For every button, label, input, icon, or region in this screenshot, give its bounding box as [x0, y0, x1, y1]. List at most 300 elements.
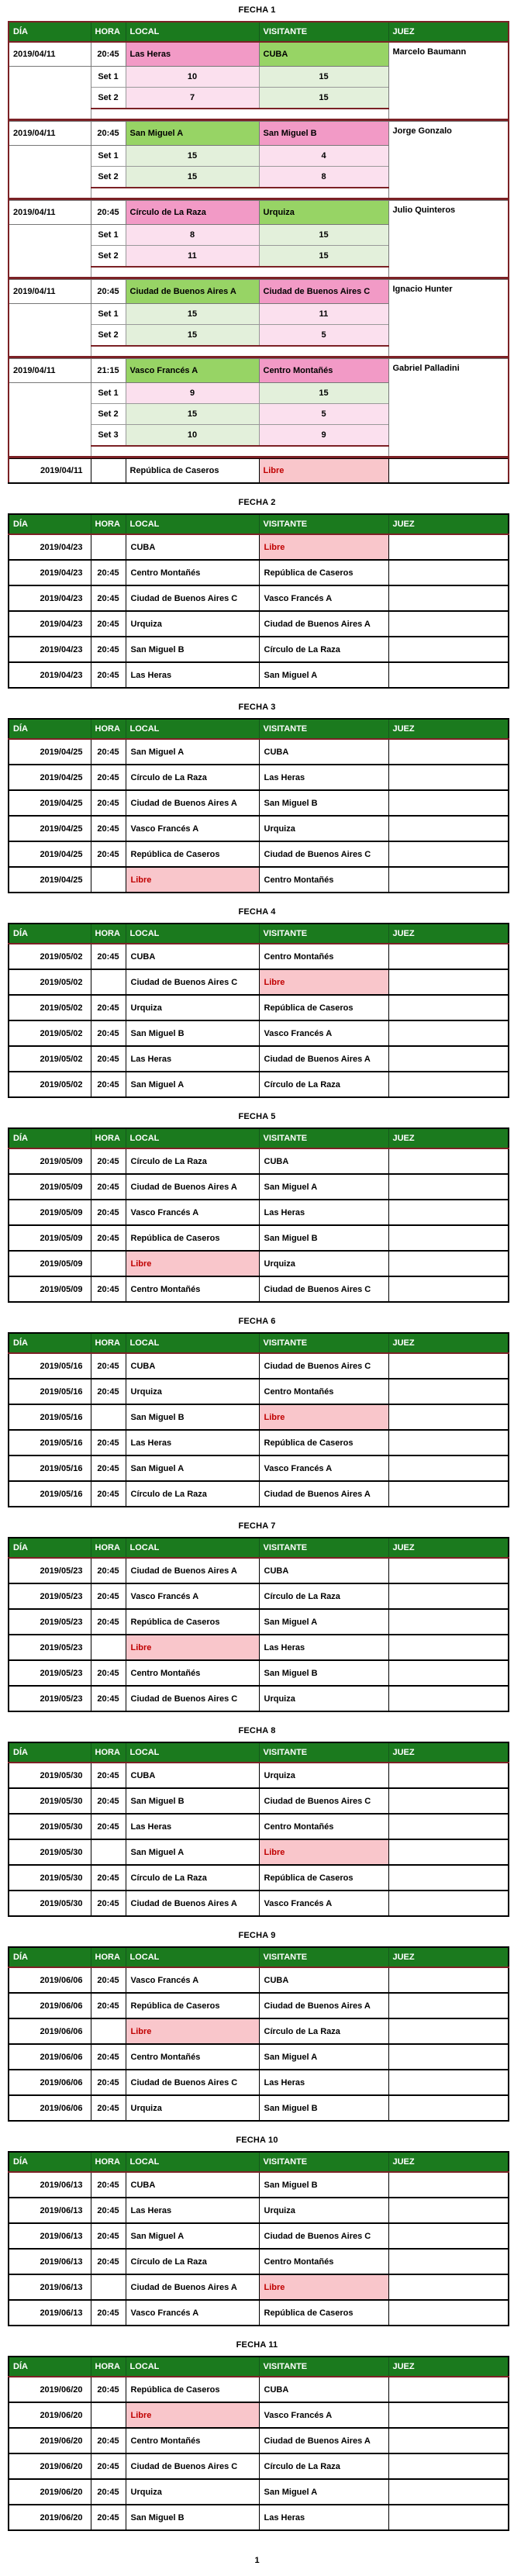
judge-name — [388, 534, 509, 560]
local-team: Ciudad de Buenos Aires C — [126, 2070, 259, 2095]
visitante-team: Vasco Francés A — [259, 1020, 388, 1046]
fixture-row — [9, 2018, 509, 2044]
judge-name: Julio Quinteros — [388, 201, 509, 278]
column-header: VISITANTE — [259, 1742, 388, 1763]
match-time: 20:45 — [91, 637, 126, 662]
column-header: DÍA — [9, 22, 91, 42]
match-time — [91, 459, 126, 484]
fixture-row — [9, 662, 509, 688]
libre-cell: Libre — [126, 2018, 259, 2044]
fecha-section — [0, 1726, 514, 1917]
match-time — [91, 1404, 126, 1430]
fixture-row — [9, 816, 509, 841]
fixture-table — [8, 21, 509, 484]
column-header: JUEZ — [388, 514, 509, 534]
match-date: 2019/05/16 — [9, 1455, 91, 1481]
judge-name — [388, 1814, 509, 1839]
visitante-team: Círculo de La Raza — [259, 1583, 388, 1609]
empty-cell — [9, 146, 91, 167]
visitante-team: CUBA — [259, 739, 388, 765]
match-date: 2019/06/20 — [9, 2402, 91, 2428]
fixture-row — [9, 1174, 509, 1200]
column-header: LOCAL — [126, 22, 259, 42]
match-date: 2019/05/02 — [9, 969, 91, 995]
fecha-title: FECHA 3 — [238, 703, 276, 712]
fixture-row — [9, 1993, 509, 2018]
fixture-table — [8, 1127, 509, 1303]
set-label: Set 2 — [91, 88, 126, 109]
local-team: Círculo de La Raza — [126, 1148, 259, 1174]
visitante-set-score: 8 — [259, 167, 388, 188]
judge-name — [388, 585, 509, 611]
match-date: 2019/06/13 — [9, 2300, 91, 2326]
score-underline — [91, 188, 388, 199]
fecha-section — [0, 703, 514, 893]
fixture-row — [9, 2274, 509, 2300]
libre-cell: Libre — [259, 2274, 388, 2300]
fixture-row — [9, 1865, 509, 1891]
judge-name — [388, 1430, 509, 1455]
header-row — [9, 1742, 509, 1763]
column-header: JUEZ — [388, 22, 509, 42]
set-label: Set 2 — [91, 325, 126, 347]
header-row — [9, 1333, 509, 1353]
visitante-team: Ciudad de Buenos Aires A — [259, 1993, 388, 2018]
visitante-team: CUBA — [259, 1558, 388, 1583]
match-date: 2019/05/16 — [9, 1481, 91, 1507]
match-time: 20:45 — [91, 1660, 126, 1686]
column-header: LOCAL — [126, 924, 259, 944]
empty-cell — [9, 383, 91, 404]
match-date: 2019/04/23 — [9, 611, 91, 637]
local-team: Vasco Francés A — [126, 2300, 259, 2326]
match-time: 20:45 — [91, 2377, 126, 2402]
column-header: HORA — [91, 719, 126, 739]
judge-name — [388, 1788, 509, 1814]
match-time: 20:45 — [91, 1993, 126, 2018]
empty-cell — [9, 304, 91, 325]
libre-cell: Libre — [259, 534, 388, 560]
score-underline — [91, 109, 388, 120]
judge-name — [388, 1072, 509, 1097]
column-header: JUEZ — [388, 1128, 509, 1148]
column-header: HORA — [91, 22, 126, 42]
match-time: 20:45 — [91, 2479, 126, 2505]
fixture-row — [9, 2377, 509, 2402]
match-date: 2019/04/25 — [9, 790, 91, 816]
match-date: 2019/06/13 — [9, 2223, 91, 2249]
visitante-team: Ciudad de Buenos Aires A — [259, 2428, 388, 2453]
fecha-title: FECHA 10 — [236, 2136, 278, 2145]
match-date: 2019/06/06 — [9, 2095, 91, 2121]
match-date: 2019/04/23 — [9, 585, 91, 611]
match-date: 2019/05/02 — [9, 1072, 91, 1097]
visitante-team: República de Caseros — [259, 1430, 388, 1455]
column-header: HORA — [91, 1128, 126, 1148]
visitante-team: Las Heras — [259, 1635, 388, 1660]
visitante-set-score: 15 — [259, 88, 388, 109]
fixture-row — [9, 1660, 509, 1686]
local-team: CUBA — [126, 534, 259, 560]
judge-name — [388, 969, 509, 995]
match-time: 20:45 — [91, 1174, 126, 1200]
judge-name — [388, 2070, 509, 2095]
match-date: 2019/06/13 — [9, 2198, 91, 2223]
match-time: 20:45 — [91, 2044, 126, 2070]
match-date: 2019/05/30 — [9, 1814, 91, 1839]
match-date: 2019/05/09 — [9, 1200, 91, 1225]
fecha-title: FECHA 7 — [238, 1521, 276, 1531]
judge-name — [388, 1020, 509, 1046]
column-header: VISITANTE — [259, 22, 388, 42]
local-team: Las Heras — [126, 662, 259, 688]
fixture-row — [9, 2428, 509, 2453]
fixture-row — [9, 841, 509, 867]
match-date: 2019/05/23 — [9, 1686, 91, 1711]
local-team: Centro Montañés — [126, 2044, 259, 2070]
fixture-row — [9, 1839, 509, 1865]
fixture-row — [9, 2070, 509, 2095]
match-date: 2019/05/23 — [9, 1635, 91, 1660]
judge-name — [388, 739, 509, 765]
column-header: JUEZ — [388, 2152, 509, 2172]
match-row — [9, 359, 509, 383]
judge-name — [388, 1046, 509, 1072]
fixture-row — [9, 1891, 509, 1916]
set-label: Set 2 — [91, 167, 126, 188]
fixture-row — [9, 1020, 509, 1046]
match-date: 2019/04/23 — [9, 662, 91, 688]
fixture-row — [9, 585, 509, 611]
local-team: Ciudad de Buenos Aires C — [126, 585, 259, 611]
fixture-row — [9, 1481, 509, 1507]
visitante-team: Vasco Francés A — [259, 1455, 388, 1481]
match-time: 20:45 — [91, 662, 126, 688]
local-team: San Miguel A — [126, 1072, 259, 1097]
match-date: 2019/06/06 — [9, 2070, 91, 2095]
judge-name — [388, 995, 509, 1020]
fixture-row — [9, 1046, 509, 1072]
fixture-row — [9, 1788, 509, 1814]
visitante-team: Urquiza — [259, 816, 388, 841]
fecha-title: FECHA 8 — [238, 1726, 276, 1735]
fixture-row — [9, 611, 509, 637]
local-team: CUBA — [126, 944, 259, 969]
match-date: 2019/04/25 — [9, 816, 91, 841]
column-header: HORA — [91, 514, 126, 534]
local-team: Vasco Francés A — [126, 1583, 259, 1609]
local-team: CUBA — [126, 1353, 259, 1379]
fecha-section — [0, 2340, 514, 2531]
visitante-team: Ciudad de Buenos Aires C — [259, 1788, 388, 1814]
fecha-section — [0, 5, 514, 484]
column-header: VISITANTE — [259, 1128, 388, 1148]
local-team: Urquiza — [126, 2095, 259, 2121]
visitante-team: San Miguel A — [259, 662, 388, 688]
fecha-title: FECHA 4 — [238, 907, 276, 917]
fixture-row — [9, 1404, 509, 1430]
empty-cell — [9, 109, 91, 120]
match-date: 2019/05/02 — [9, 1020, 91, 1046]
local-team: San Miguel A — [126, 1839, 259, 1865]
match-time: 20:45 — [91, 995, 126, 1020]
match-time: 20:45 — [91, 2070, 126, 2095]
local-team: República de Caseros — [126, 2377, 259, 2402]
set-label: Set 2 — [91, 246, 126, 268]
match-time: 20:45 — [91, 1814, 126, 1839]
match-date: 2019/04/11 — [9, 280, 91, 304]
fixture-row — [9, 2198, 509, 2223]
local-team: República de Caseros — [126, 1225, 259, 1251]
judge-name — [388, 662, 509, 688]
fixture-table — [8, 513, 509, 689]
judge-name — [388, 1583, 509, 1609]
visitante-team: República de Caseros — [259, 2300, 388, 2326]
local-team: Ciudad de Buenos Aires C — [126, 1686, 259, 1711]
visitante-team: Las Heras — [259, 1200, 388, 1225]
match-time: 20:45 — [91, 1455, 126, 1481]
match-date: 2019/05/30 — [9, 1763, 91, 1788]
fixture-table — [8, 1537, 509, 1712]
local-set-score: 7 — [126, 88, 259, 109]
fixture-row — [9, 1379, 509, 1404]
visitante-team: Círculo de La Raza — [259, 637, 388, 662]
column-header: DÍA — [9, 2357, 91, 2377]
visitante-team: Centro Montañés — [259, 944, 388, 969]
score-underline — [91, 446, 388, 458]
set-label: Set 1 — [91, 67, 126, 88]
set-label: Set 3 — [91, 425, 126, 447]
judge-name — [388, 2044, 509, 2070]
local-team: Ciudad de Buenos Aires A — [126, 2274, 259, 2300]
match-time: 20:45 — [91, 2198, 126, 2223]
empty-cell — [9, 425, 91, 447]
visitante-set-score: 15 — [259, 225, 388, 246]
column-header: HORA — [91, 2357, 126, 2377]
score-underline — [91, 267, 388, 278]
match-date: 2019/04/23 — [9, 560, 91, 585]
fecha-section — [0, 1112, 514, 1303]
column-header: DÍA — [9, 514, 91, 534]
local-team: Vasco Francés A — [126, 816, 259, 841]
judge-name — [388, 1455, 509, 1481]
visitante-set-score: 15 — [259, 246, 388, 268]
match-time: 20:45 — [91, 1225, 126, 1251]
match-date: 2019/05/02 — [9, 944, 91, 969]
match-time: 20:45 — [91, 1379, 126, 1404]
visitante-team: Centro Montañés — [259, 359, 388, 383]
local-team: Las Heras — [126, 2198, 259, 2223]
local-team: República de Caseros — [126, 1993, 259, 2018]
page-number: 1 — [254, 2556, 260, 2565]
column-header: LOCAL — [126, 1947, 259, 1967]
visitante-team: CUBA — [259, 42, 388, 67]
local-team: Urquiza — [126, 995, 259, 1020]
match-time: 20:45 — [91, 790, 126, 816]
match-date: 2019/04/11 — [9, 201, 91, 225]
fecha-section — [0, 907, 514, 1098]
visitante-team: Ciudad de Buenos Aires C — [259, 841, 388, 867]
fixture-row — [9, 1763, 509, 1788]
match-time: 20:45 — [91, 1200, 126, 1225]
fixture-row — [9, 765, 509, 790]
match-time — [91, 2018, 126, 2044]
local-team: Ciudad de Buenos Aires A — [126, 790, 259, 816]
visitante-team: Círculo de La Raza — [259, 1072, 388, 1097]
column-header: VISITANTE — [259, 2357, 388, 2377]
local-set-score: 15 — [126, 146, 259, 167]
fixture-row — [9, 2453, 509, 2479]
column-header: JUEZ — [388, 1947, 509, 1967]
visitante-team: Ciudad de Buenos Aires A — [259, 1046, 388, 1072]
fecha-title: FECHA 2 — [238, 498, 276, 507]
column-header: LOCAL — [126, 1742, 259, 1763]
visitante-team: Círculo de La Raza — [259, 2453, 388, 2479]
column-header: DÍA — [9, 1947, 91, 1967]
judge-name — [388, 1251, 509, 1276]
visitante-team: Vasco Francés A — [259, 585, 388, 611]
match-time: 20:45 — [91, 2095, 126, 2121]
fecha-title: FECHA 11 — [236, 2340, 278, 2350]
fixture-row — [9, 944, 509, 969]
judge-name — [388, 867, 509, 893]
local-team: Círculo de La Raza — [126, 1865, 259, 1891]
local-set-score: 15 — [126, 167, 259, 188]
local-team: Ciudad de Buenos Aires A — [126, 1891, 259, 1916]
visitante-team: San Miguel B — [259, 122, 388, 146]
header-row — [9, 2152, 509, 2172]
judge-name — [388, 1635, 509, 1660]
column-header: DÍA — [9, 1742, 91, 1763]
match-time: 20:45 — [91, 1788, 126, 1814]
empty-cell — [9, 325, 91, 347]
fixture-row — [9, 1635, 509, 1660]
local-team: San Miguel B — [126, 637, 259, 662]
match-date: 2019/06/20 — [9, 2377, 91, 2402]
match-time: 20:45 — [91, 1583, 126, 1609]
local-set-score: 10 — [126, 67, 259, 88]
fixture-table — [8, 923, 509, 1098]
judge-name — [388, 1865, 509, 1891]
fixture-row — [9, 995, 509, 1020]
match-time: 20:45 — [91, 1072, 126, 1097]
judge-name — [388, 1225, 509, 1251]
fixture-row — [9, 1072, 509, 1097]
match-row — [9, 122, 509, 146]
judge-name — [388, 1763, 509, 1788]
judge-name: Jorge Gonzalo — [388, 122, 509, 199]
column-header: LOCAL — [126, 2152, 259, 2172]
match-time — [91, 969, 126, 995]
header-row — [9, 1947, 509, 1967]
visitante-team: San Miguel A — [259, 2479, 388, 2505]
fixture-row — [9, 1686, 509, 1711]
match-date: 2019/04/25 — [9, 739, 91, 765]
column-header: DÍA — [9, 2152, 91, 2172]
visitante-team: San Miguel B — [259, 1660, 388, 1686]
match-date: 2019/06/13 — [9, 2274, 91, 2300]
column-header: HORA — [91, 2152, 126, 2172]
judge-name — [388, 637, 509, 662]
match-date: 2019/05/09 — [9, 1148, 91, 1174]
local-set-score: 11 — [126, 246, 259, 268]
match-date: 2019/05/09 — [9, 1251, 91, 1276]
judge-name — [388, 2505, 509, 2530]
column-header: JUEZ — [388, 1538, 509, 1558]
local-team: San Miguel A — [126, 122, 259, 146]
fixture-row — [9, 790, 509, 816]
local-team: San Miguel A — [126, 739, 259, 765]
match-time: 21:15 — [91, 359, 126, 383]
local-team: Círculo de La Raza — [126, 201, 259, 225]
match-time: 20:45 — [91, 1353, 126, 1379]
judge-name — [388, 2300, 509, 2326]
visitante-set-score: 4 — [259, 146, 388, 167]
fixture-row — [9, 2249, 509, 2274]
match-time: 20:45 — [91, 739, 126, 765]
local-set-score: 15 — [126, 325, 259, 347]
column-header: VISITANTE — [259, 1947, 388, 1967]
match-time: 20:45 — [91, 1148, 126, 1174]
match-time: 20:45 — [91, 1609, 126, 1635]
match-time — [91, 1251, 126, 1276]
empty-cell — [9, 267, 91, 278]
set-label: Set 1 — [91, 146, 126, 167]
judge-name — [388, 2172, 509, 2198]
match-date: 2019/05/02 — [9, 995, 91, 1020]
match-row — [9, 201, 509, 225]
judge-name — [388, 1558, 509, 1583]
judge-name — [388, 1686, 509, 1711]
judge-name — [388, 2095, 509, 2121]
column-header: VISITANTE — [259, 514, 388, 534]
visitante-team: Círculo de La Raza — [259, 2018, 388, 2044]
judge-name: Marcelo Baumann — [388, 42, 509, 120]
judge-name — [388, 2402, 509, 2428]
match-date: 2019/06/20 — [9, 2479, 91, 2505]
visitante-team: Urquiza — [259, 201, 388, 225]
visitante-set-score: 5 — [259, 325, 388, 347]
local-set-score: 15 — [126, 304, 259, 325]
fixture-row — [9, 739, 509, 765]
judge-name — [388, 1174, 509, 1200]
judge-name — [388, 2479, 509, 2505]
match-date: 2019/05/09 — [9, 1225, 91, 1251]
fixture-row — [9, 534, 509, 560]
column-header: HORA — [91, 1333, 126, 1353]
judge-name — [388, 459, 509, 484]
fixture-row — [9, 1455, 509, 1481]
visitante-team: Ciudad de Buenos Aires C — [259, 1353, 388, 1379]
judge-name — [388, 1660, 509, 1686]
judge-name — [388, 1148, 509, 1174]
visitante-team: Centro Montañés — [259, 1814, 388, 1839]
visitante-team: Centro Montañés — [259, 1379, 388, 1404]
match-time: 20:45 — [91, 42, 126, 67]
match-date: 2019/04/25 — [9, 841, 91, 867]
libre-row — [9, 459, 509, 484]
fixture-row — [9, 2172, 509, 2198]
local-team: Urquiza — [126, 1379, 259, 1404]
fixture-row — [9, 1583, 509, 1609]
match-time: 20:45 — [91, 1276, 126, 1302]
local-team: Círculo de La Raza — [126, 765, 259, 790]
match-time: 20:45 — [91, 201, 126, 225]
column-header: DÍA — [9, 1538, 91, 1558]
local-team: Ciudad de Buenos Aires C — [126, 969, 259, 995]
column-header: LOCAL — [126, 2357, 259, 2377]
set-label: Set 2 — [91, 404, 126, 425]
